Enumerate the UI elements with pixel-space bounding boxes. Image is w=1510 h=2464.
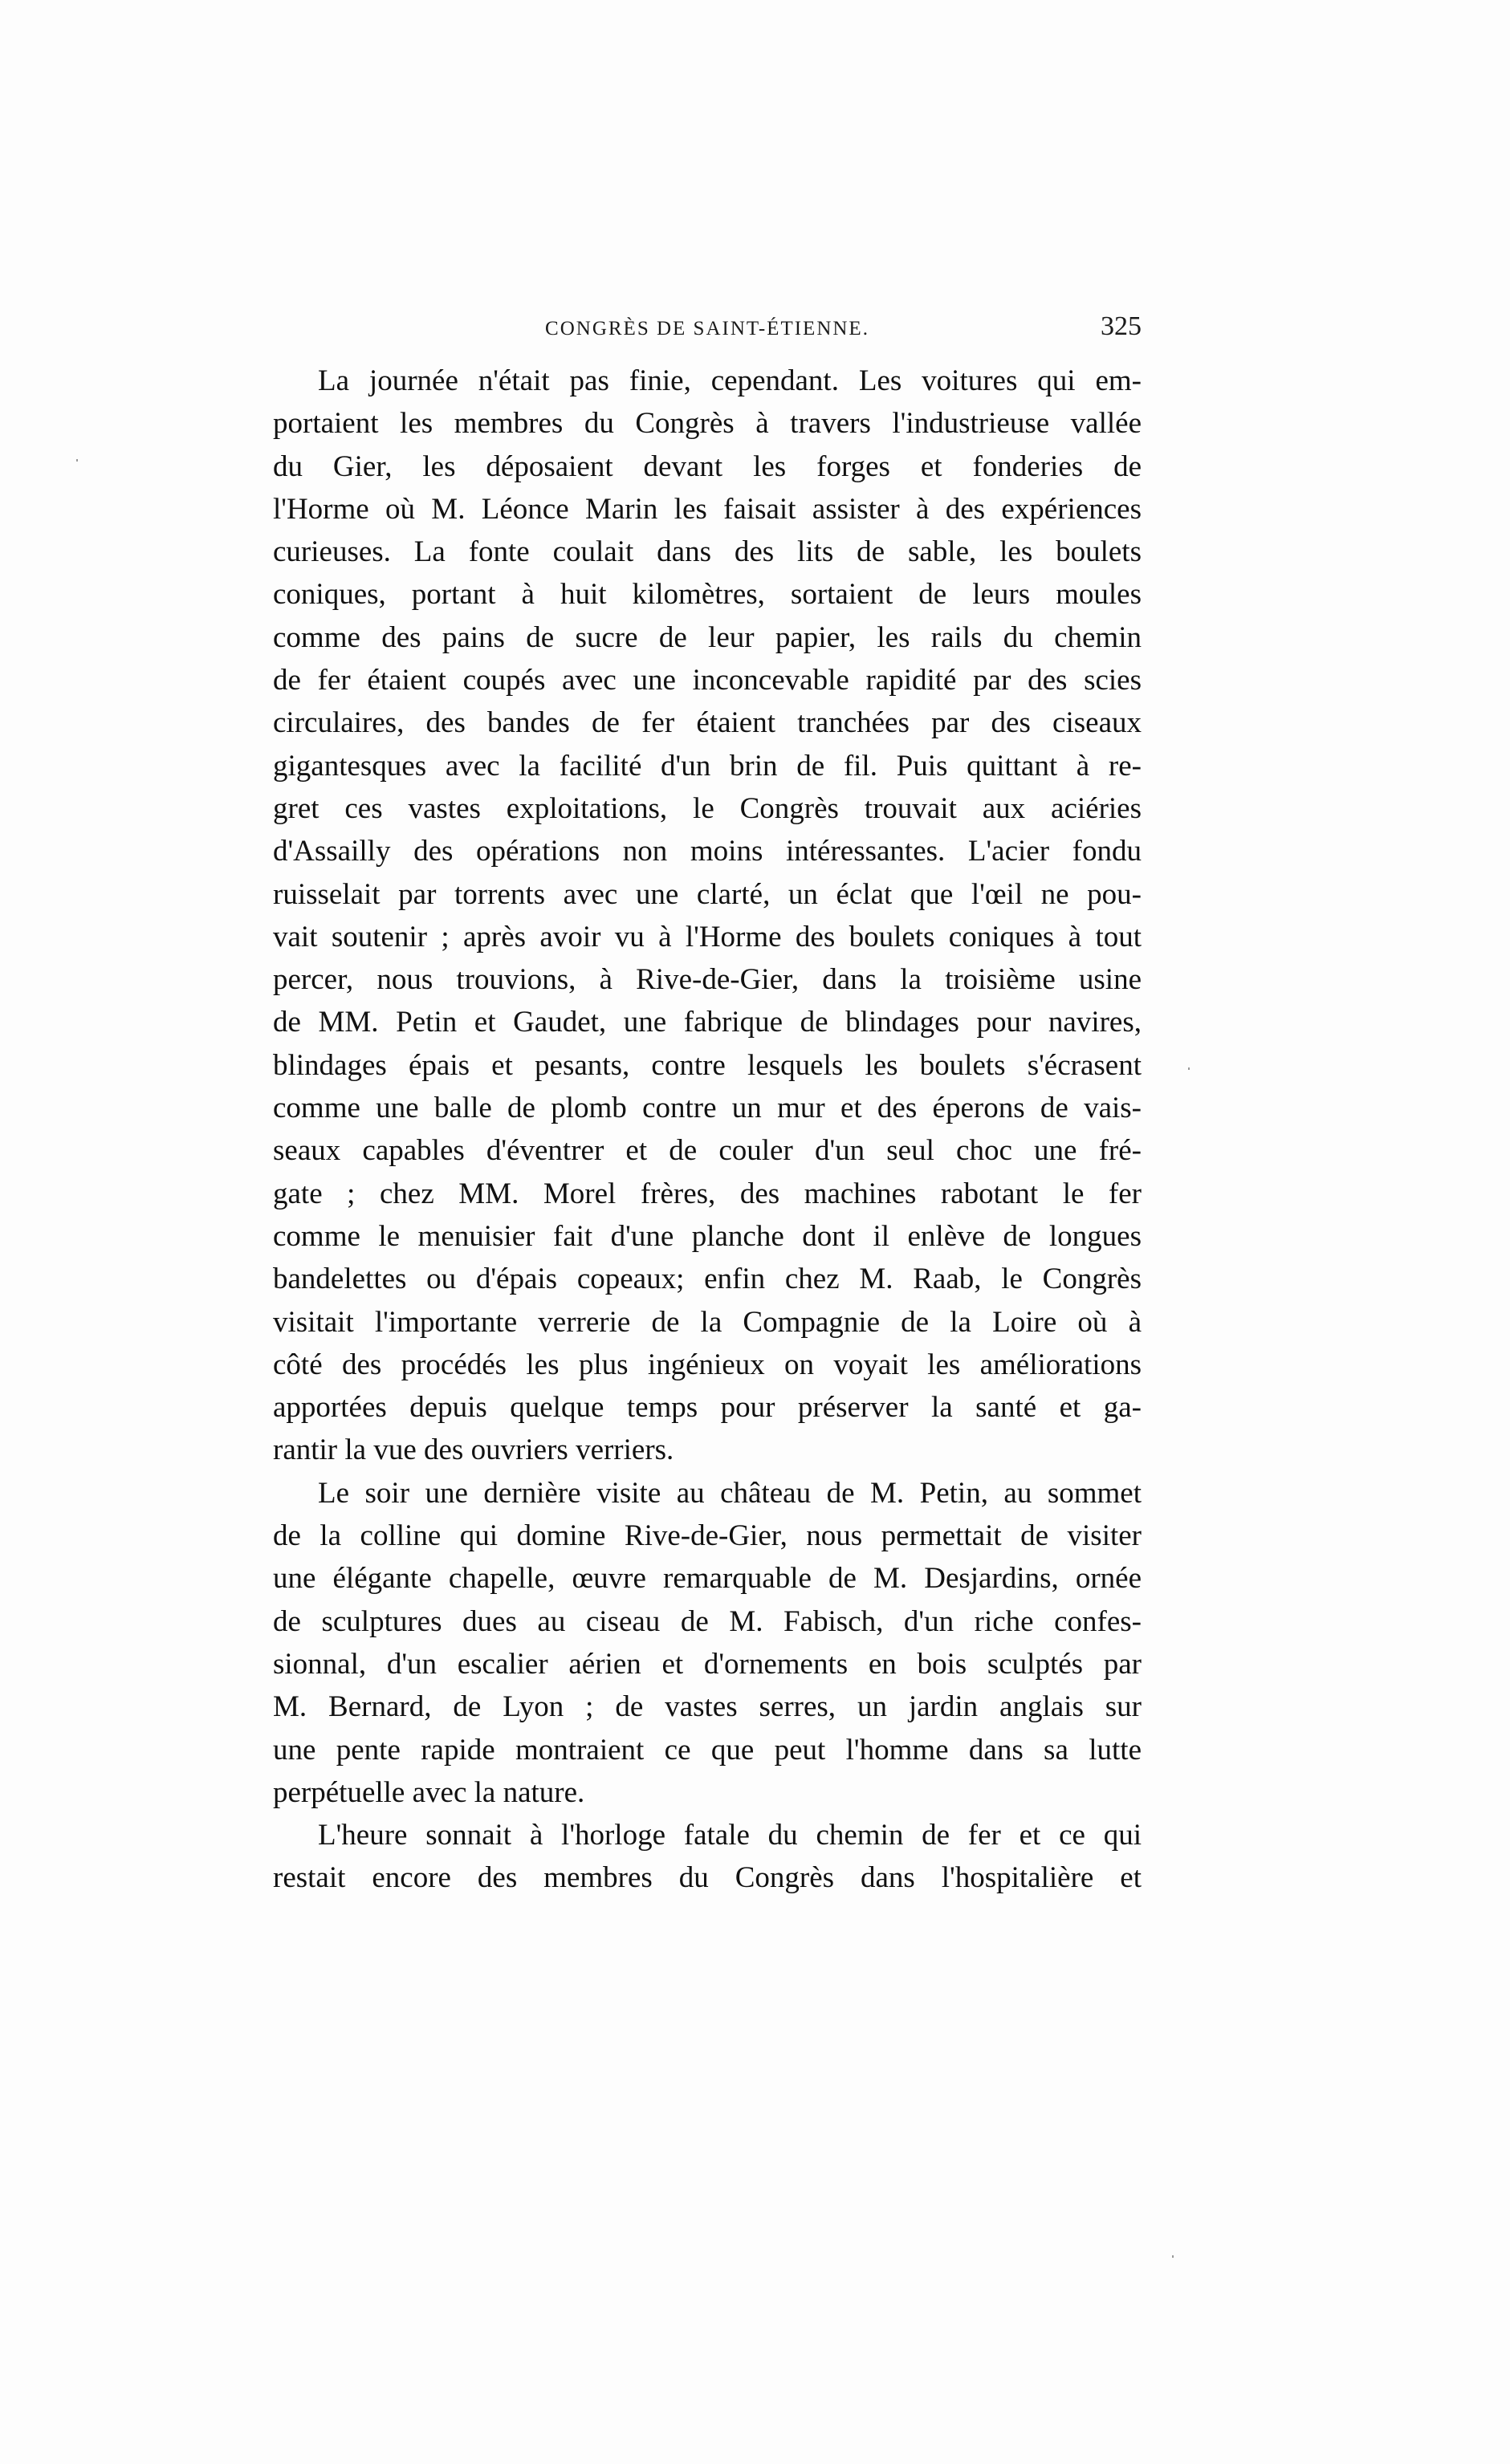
text-line: de MM. Petin et Gaudet, une fabrique de blindages pour navires, [273, 1006, 1142, 1039]
body-text [273, 360, 1142, 1900]
text-line: gate ; chez MM. Morel frères, des machines rabotant le fer [273, 1177, 1142, 1210]
text-line: percer, nous trouvions, à Rive-de-Gier, dans la troisième usine [273, 963, 1142, 997]
text-line: comme des pains de sucre de leur papier, les rails du chemin [273, 620, 1142, 654]
text-line: seaux capables d'éventrer et de couler d'un seul choc une fré- [273, 1134, 1142, 1168]
text-line: blindages épais et pesants, contre lesquels les boulets s'écrasent [273, 1048, 1142, 1082]
text-line: circulaires, des bandes de fer étaient tranchées par des ciseaux [273, 706, 1142, 740]
paragraph [273, 360, 1142, 1472]
text-line: sionnal, d'un escalier aérien et d'ornements en bois sculptés par [273, 1647, 1142, 1681]
text-line: bandelettes ou d'épais copeaux; enfin chez M. Raab, le Congrès [273, 1262, 1142, 1296]
text-line: vait soutenir ; après avoir vu à l'Horme des boulets coniques à tout [273, 920, 1142, 953]
text-line: coniques, portant à huit kilomètres, sortaient de leurs moules [273, 578, 1142, 612]
text-line: côté des procédés les plus ingénieux on voyait les améliorations [273, 1348, 1142, 1381]
paragraph [273, 1814, 1142, 1900]
text-line: La journée n'était pas finie, cependant. Les voitures qui em- [318, 364, 1142, 397]
text-line: apportées depuis quelque temps pour préserver la santé et ga- [273, 1391, 1142, 1425]
text-line: restait encore des membres du Congrès dans l'hospitalière et [273, 1861, 1142, 1895]
text-line: comme une balle de plomb contre un mur et des éperons de vais- [273, 1092, 1142, 1125]
text-line: de la colline qui domine Rive-de-Gier, nous permettait de visiter [273, 1519, 1142, 1553]
text-line: Le soir une dernière visite au château de M. Petin, au sommet [318, 1476, 1142, 1510]
text-line: gret ces vastes exploitations, le Congrès trouvait aux aciéries [273, 791, 1142, 825]
text-line: gigantesques avec la facilité d'un brin de fil. Puis quittant à re- [273, 749, 1142, 783]
text-line: rantir la vue des ouvriers verriers. [273, 1433, 674, 1467]
text-line: M. Bernard, de Lyon ; de vastes serres, un jardin anglais sur [273, 1690, 1142, 1724]
page-number: 325 [1101, 311, 1142, 341]
scan-speck [1188, 1067, 1190, 1070]
text-line: du Gier, les déposaient devant les forges et fonderies de [273, 449, 1142, 483]
text-line: de fer étaient coupés avec une inconcevable rapidité par des scies [273, 664, 1142, 697]
text-line: d'Assailly des opérations non moins intéressantes. L'acier fondu [273, 835, 1142, 868]
text-line: portaient les membres du Congrès à travers l'industrieuse vallée [273, 407, 1142, 441]
text-line: comme le menuisier fait d'une planche dont il enlève de longues [273, 1219, 1142, 1253]
scan-speck [1172, 2255, 1174, 2258]
scan-speck [76, 459, 78, 461]
text-line: une élégante chapelle, œuvre remarquable de M. Desjardins, ornée [273, 1562, 1142, 1596]
running-head [273, 311, 1142, 344]
text-line: visitait l'importante verrerie de la Compagnie de la Loire où à [273, 1305, 1142, 1339]
running-title: CONGRÈS DE SAINT-ÉTIENNE. [545, 318, 869, 340]
paragraph [273, 1472, 1142, 1814]
text-line: curieuses. La fonte coulait dans des lits de sable, les boulets [273, 535, 1142, 569]
text-line: l'Horme où M. Léonce Marin les faisait assister à des expériences [273, 492, 1142, 526]
text-line: perpétuelle avec la nature. [273, 1775, 585, 1809]
text-line: de sculptures dues au ciseau de M. Fabisch, d'un riche confes- [273, 1604, 1142, 1638]
text-line: L'heure sonnait à l'horloge fatale du chemin de fer et ce qui [318, 1819, 1142, 1852]
text-line: ruisselait par torrents avec une clarté, un éclat que l'œil ne pou- [273, 877, 1142, 911]
text-line: une pente rapide montraient ce que peut l'homme dans sa lutte [273, 1733, 1142, 1767]
